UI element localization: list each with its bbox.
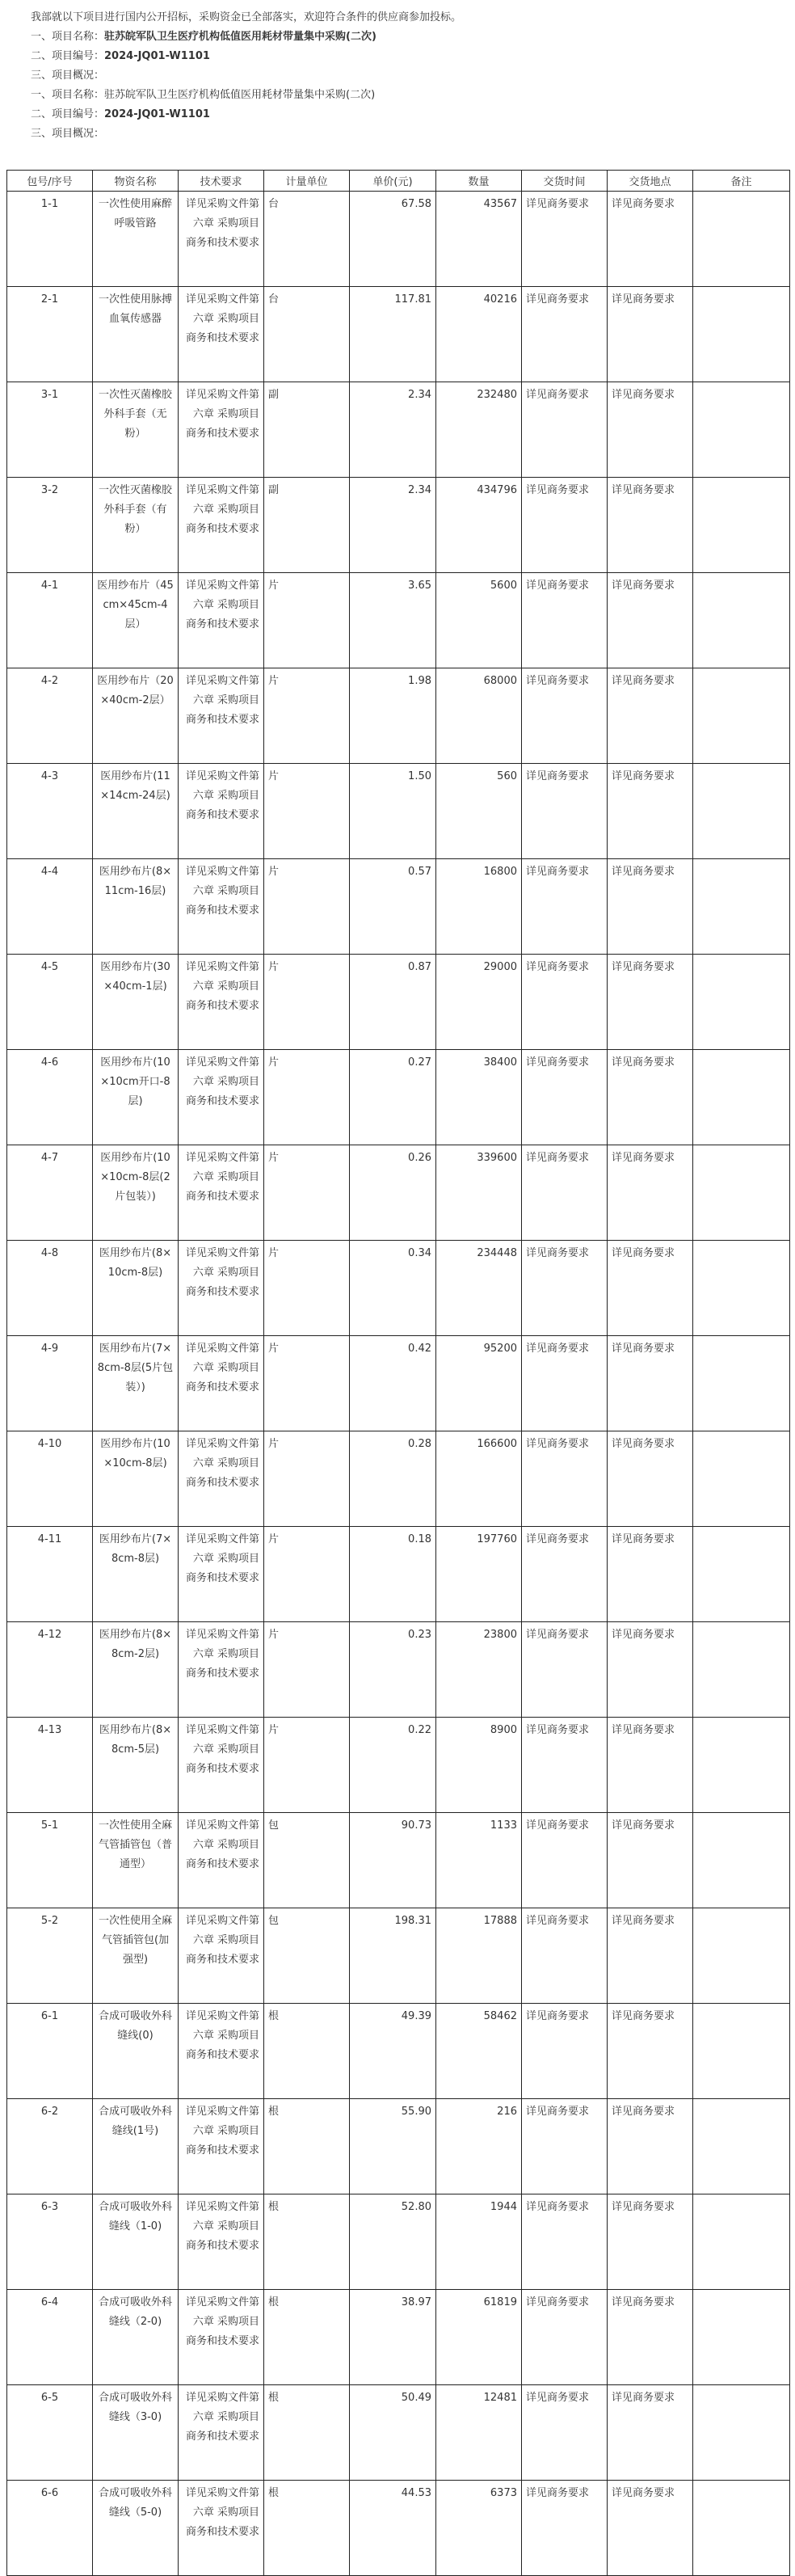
cell-delivery-place: 详见商务要求 xyxy=(608,2385,693,2481)
cell-unit-price: 0.23 xyxy=(350,1622,436,1718)
cell-delivery-place: 详见商务要求 xyxy=(608,287,693,382)
cell-package-no: 6-6 xyxy=(7,2481,93,2576)
cell-delivery-place: 详见商务要求 xyxy=(608,1431,693,1527)
cell-package-no: 4-7 xyxy=(7,1145,93,1241)
cell-delivery-time: 详见商务要求 xyxy=(522,668,608,764)
cell-tech-req: 详见采购文件第六章 采购项目商务和技术要求 xyxy=(179,1908,264,2004)
cell-item-name: 医用纱布片(8×8cm-2层) xyxy=(93,1622,179,1718)
cell-package-no: 3-1 xyxy=(7,382,93,478)
cell-item-name: 一次性使用全麻气管插管包(加强型) xyxy=(93,1908,179,2004)
cell-item-name: 医用纱布片(10×10cm开口-8层) xyxy=(93,1050,179,1145)
cell-remark xyxy=(693,859,790,955)
cell-delivery-place: 详见商务要求 xyxy=(608,573,693,668)
cell-unit-price: 198.31 xyxy=(350,1908,436,2004)
project-number: 2024-JQ01-W1101 xyxy=(104,50,210,62)
cell-remark xyxy=(693,478,790,573)
cell-unit: 副 xyxy=(264,478,350,573)
cell-delivery-place: 详见商务要求 xyxy=(608,192,693,287)
cell-remark xyxy=(693,1050,790,1145)
cell-tech-req: 详见采购文件第六章 采购项目商务和技术要求 xyxy=(179,382,264,478)
cell-remark xyxy=(693,1336,790,1431)
cell-unit: 片 xyxy=(264,1241,350,1336)
cell-delivery-time: 详见商务要求 xyxy=(522,2481,608,2576)
cell-quantity: 1133 xyxy=(436,1813,522,1908)
table-row xyxy=(7,573,790,668)
cell-quantity: 95200 xyxy=(436,1336,522,1431)
cell-remark xyxy=(693,668,790,764)
project-number-line: 二、项目编号：2024-JQ01-W1101 xyxy=(31,50,210,62)
cell-delivery-place: 详见商务要求 xyxy=(608,2290,693,2385)
cell-package-no: 5-1 xyxy=(7,1813,93,1908)
cell-delivery-time: 详见商务要求 xyxy=(522,1336,608,1431)
cell-item-name: 医用纱布片(7×8cm-8层(5片包装）) xyxy=(93,1336,179,1431)
cell-tech-req: 详见采购文件第六章 采购项目商务和技术要求 xyxy=(179,573,264,668)
project-overview-heading-repeat: 三、项目概况： xyxy=(31,128,105,140)
cell-unit: 片 xyxy=(264,573,350,668)
table-row xyxy=(7,2004,790,2099)
cell-quantity: 216 xyxy=(436,2099,522,2194)
cell-unit: 根 xyxy=(264,2481,350,2576)
cell-item-name: 医用纱布片(8×8cm-5层) xyxy=(93,1718,179,1813)
intro-section xyxy=(0,0,795,144)
cell-quantity: 12481 xyxy=(436,2385,522,2481)
header-package-no: 包号/序号 xyxy=(7,171,93,192)
cell-tech-req: 详见采购文件第六章 采购项目商务和技术要求 xyxy=(179,1431,264,1527)
table-row xyxy=(7,1527,790,1622)
cell-remark xyxy=(693,2290,790,2385)
cell-unit: 根 xyxy=(264,2099,350,2194)
cell-delivery-time: 详见商务要求 xyxy=(522,478,608,573)
table-body xyxy=(7,192,790,2576)
cell-unit: 片 xyxy=(264,1718,350,1813)
header-unit: 计量单位 xyxy=(264,171,350,192)
cell-delivery-place: 详见商务要求 xyxy=(608,859,693,955)
cell-delivery-time: 详见商务要求 xyxy=(522,1622,608,1718)
cell-unit-price: 0.57 xyxy=(350,859,436,955)
cell-unit-price: 90.73 xyxy=(350,1813,436,1908)
cell-tech-req: 详见采购文件第六章 采购项目商务和技术要求 xyxy=(179,764,264,859)
cell-unit-price: 67.58 xyxy=(350,192,436,287)
cell-remark xyxy=(693,1527,790,1622)
table-row xyxy=(7,2099,790,2194)
cell-quantity: 232480 xyxy=(436,382,522,478)
cell-delivery-time: 详见商务要求 xyxy=(522,2290,608,2385)
cell-quantity: 560 xyxy=(436,764,522,859)
table-row xyxy=(7,1241,790,1336)
cell-unit: 片 xyxy=(264,1622,350,1718)
cell-tech-req: 详见采购文件第六章 采购项目商务和技术要求 xyxy=(179,1241,264,1336)
cell-unit-price: 0.26 xyxy=(350,1145,436,1241)
cell-unit-price: 0.87 xyxy=(350,955,436,1050)
project-name: 驻苏皖军队卫生医疗机构低值医用耗材带量集中采购(二次) xyxy=(104,31,376,43)
cell-remark xyxy=(693,764,790,859)
cell-unit: 片 xyxy=(264,1336,350,1431)
cell-delivery-place: 详见商务要求 xyxy=(608,1241,693,1336)
cell-tech-req: 详见采购文件第六章 采购项目商务和技术要求 xyxy=(179,859,264,955)
cell-delivery-place: 详见商务要求 xyxy=(608,1145,693,1241)
cell-delivery-place: 详见商务要求 xyxy=(608,955,693,1050)
cell-unit: 片 xyxy=(264,1527,350,1622)
header-delivery-time: 交货时间 xyxy=(522,171,608,192)
table-row xyxy=(7,1813,790,1908)
cell-package-no: 4-4 xyxy=(7,859,93,955)
cell-unit: 片 xyxy=(264,1050,350,1145)
cell-unit: 包 xyxy=(264,1813,350,1908)
cell-package-no: 4-12 xyxy=(7,1622,93,1718)
cell-delivery-place: 详见商务要求 xyxy=(608,1813,693,1908)
table-row xyxy=(7,1908,790,2004)
table-header-row xyxy=(7,171,790,192)
cell-package-no: 6-2 xyxy=(7,2099,93,2194)
cell-package-no: 6-4 xyxy=(7,2290,93,2385)
header-item-name: 物资名称 xyxy=(93,171,179,192)
cell-item-name: 合成可吸收外科缝线（2-0) xyxy=(93,2290,179,2385)
cell-tech-req: 详见采购文件第六章 采购项目商务和技术要求 xyxy=(179,192,264,287)
cell-unit: 片 xyxy=(264,764,350,859)
cell-quantity: 434796 xyxy=(436,478,522,573)
cell-tech-req: 详见采购文件第六章 采购项目商务和技术要求 xyxy=(179,478,264,573)
cell-delivery-time: 详见商务要求 xyxy=(522,1431,608,1527)
cell-unit: 根 xyxy=(264,2385,350,2481)
cell-quantity: 58462 xyxy=(436,2004,522,2099)
cell-unit-price: 49.39 xyxy=(350,2004,436,2099)
table-row xyxy=(7,1145,790,1241)
cell-unit-price: 0.22 xyxy=(350,1718,436,1813)
cell-unit-price: 0.18 xyxy=(350,1527,436,1622)
cell-tech-req: 详见采购文件第六章 采购项目商务和技术要求 xyxy=(179,1622,264,1718)
cell-package-no: 6-1 xyxy=(7,2004,93,2099)
cell-package-no: 4-13 xyxy=(7,1718,93,1813)
cell-unit: 副 xyxy=(264,382,350,478)
header-quantity: 数量 xyxy=(436,171,522,192)
cell-delivery-place: 详见商务要求 xyxy=(608,1336,693,1431)
cell-remark xyxy=(693,1718,790,1813)
table-row xyxy=(7,2481,790,2576)
cell-unit-price: 52.80 xyxy=(350,2194,436,2290)
cell-delivery-time: 详见商务要求 xyxy=(522,2385,608,2481)
cell-quantity: 339600 xyxy=(436,1145,522,1241)
cell-unit-price: 117.81 xyxy=(350,287,436,382)
cell-quantity: 68000 xyxy=(436,668,522,764)
project-number-line-repeat: 二、项目编号：2024-JQ01-W1101 xyxy=(31,108,210,120)
cell-quantity: 8900 xyxy=(436,1718,522,1813)
cell-package-no: 6-5 xyxy=(7,2385,93,2481)
cell-quantity: 23800 xyxy=(436,1622,522,1718)
cell-delivery-time: 详见商务要求 xyxy=(522,573,608,668)
table-row xyxy=(7,478,790,573)
cell-unit-price: 2.34 xyxy=(350,382,436,478)
cell-remark xyxy=(693,287,790,382)
cell-quantity: 43567 xyxy=(436,192,522,287)
cell-item-name: 一次性灭菌橡胶外科手套（有粉） xyxy=(93,478,179,573)
cell-tech-req: 详见采购文件第六章 采购项目商务和技术要求 xyxy=(179,668,264,764)
cell-quantity: 17888 xyxy=(436,1908,522,2004)
cell-unit-price: 44.53 xyxy=(350,2481,436,2576)
cell-delivery-time: 详见商务要求 xyxy=(522,2194,608,2290)
cell-remark xyxy=(693,1431,790,1527)
cell-package-no: 4-5 xyxy=(7,955,93,1050)
cell-tech-req: 详见采购文件第六章 采购项目商务和技术要求 xyxy=(179,2290,264,2385)
cell-remark xyxy=(693,192,790,287)
cell-package-no: 6-3 xyxy=(7,2194,93,2290)
cell-unit-price: 1.98 xyxy=(350,668,436,764)
cell-item-name: 医用纱布片（45cm×45cm-4层） xyxy=(93,573,179,668)
cell-delivery-place: 详见商务要求 xyxy=(608,478,693,573)
cell-remark xyxy=(693,2481,790,2576)
cell-package-no: 4-3 xyxy=(7,764,93,859)
table-row xyxy=(7,1622,790,1718)
cell-remark xyxy=(693,955,790,1050)
cell-package-no: 4-8 xyxy=(7,1241,93,1336)
cell-unit: 片 xyxy=(264,1145,350,1241)
cell-unit-price: 2.34 xyxy=(350,478,436,573)
cell-delivery-place: 详见商务要求 xyxy=(608,2194,693,2290)
cell-delivery-time: 详见商务要求 xyxy=(522,192,608,287)
cell-unit: 片 xyxy=(264,668,350,764)
cell-unit: 包 xyxy=(264,1908,350,2004)
cell-delivery-place: 详见商务要求 xyxy=(608,2099,693,2194)
table-row xyxy=(7,764,790,859)
header-remark: 备注 xyxy=(693,171,790,192)
table-row xyxy=(7,2385,790,2481)
cell-item-name: 医用纱布片(11×14cm-24层) xyxy=(93,764,179,859)
cell-unit: 台 xyxy=(264,192,350,287)
cell-tech-req: 详见采购文件第六章 采购项目商务和技术要求 xyxy=(179,1527,264,1622)
cell-item-name: 合成可吸收外科缝线(1号) xyxy=(93,2099,179,2194)
cell-tech-req: 详见采购文件第六章 采购项目商务和技术要求 xyxy=(179,1813,264,1908)
cell-tech-req: 详见采购文件第六章 采购项目商务和技术要求 xyxy=(179,287,264,382)
cell-unit-price: 1.50 xyxy=(350,764,436,859)
cell-remark xyxy=(693,2385,790,2481)
table-row xyxy=(7,1336,790,1431)
header-delivery-place: 交货地点 xyxy=(608,171,693,192)
cell-tech-req: 详见采购文件第六章 采购项目商务和技术要求 xyxy=(179,955,264,1050)
cell-item-name: 医用纱布片(8×10cm-8层) xyxy=(93,1241,179,1336)
cell-package-no: 4-2 xyxy=(7,668,93,764)
cell-quantity: 197760 xyxy=(436,1527,522,1622)
cell-delivery-time: 详见商务要求 xyxy=(522,955,608,1050)
table-row xyxy=(7,1431,790,1527)
cell-unit: 根 xyxy=(264,2004,350,2099)
cell-item-name: 合成可吸收外科缝线（5-0) xyxy=(93,2481,179,2576)
cell-delivery-time: 详见商务要求 xyxy=(522,1527,608,1622)
cell-unit-price: 55.90 xyxy=(350,2099,436,2194)
cell-package-no: 4-6 xyxy=(7,1050,93,1145)
cell-delivery-time: 详见商务要求 xyxy=(522,1241,608,1336)
cell-package-no: 3-2 xyxy=(7,478,93,573)
cell-quantity: 38400 xyxy=(436,1050,522,1145)
cell-remark xyxy=(693,1908,790,2004)
cell-delivery-time: 详见商务要求 xyxy=(522,1813,608,1908)
table-row xyxy=(7,287,790,382)
table-row xyxy=(7,668,790,764)
cell-item-name: 一次性使用全麻气管插管包（普通型） xyxy=(93,1813,179,1908)
cell-delivery-time: 详见商务要求 xyxy=(522,1050,608,1145)
cell-tech-req: 详见采购文件第六章 采购项目商务和技术要求 xyxy=(179,2194,264,2290)
cell-delivery-place: 详见商务要求 xyxy=(608,1050,693,1145)
cell-unit-price: 0.42 xyxy=(350,1336,436,1431)
cell-unit: 台 xyxy=(264,287,350,382)
cell-delivery-place: 详见商务要求 xyxy=(608,2481,693,2576)
cell-delivery-time: 详见商务要求 xyxy=(522,1145,608,1241)
cell-quantity: 234448 xyxy=(436,1241,522,1336)
cell-tech-req: 详见采购文件第六章 采购项目商务和技术要求 xyxy=(179,2481,264,2576)
table-row xyxy=(7,1050,790,1145)
table-row xyxy=(7,859,790,955)
cell-unit: 片 xyxy=(264,1431,350,1527)
cell-remark xyxy=(693,1145,790,1241)
cell-tech-req: 详见采购文件第六章 采购项目商务和技术要求 xyxy=(179,1050,264,1145)
cell-quantity: 40216 xyxy=(436,287,522,382)
cell-delivery-time: 详见商务要求 xyxy=(522,764,608,859)
cell-quantity: 61819 xyxy=(436,2290,522,2385)
cell-remark xyxy=(693,1241,790,1336)
cell-tech-req: 详见采购文件第六章 采购项目商务和技术要求 xyxy=(179,2385,264,2481)
cell-item-name: 一次性灭菌橡胶外科手套（无粉） xyxy=(93,382,179,478)
cell-quantity: 29000 xyxy=(436,955,522,1050)
cell-item-name: 合成可吸收外科缝线（1-0) xyxy=(93,2194,179,2290)
cell-unit-price: 0.27 xyxy=(350,1050,436,1145)
cell-remark xyxy=(693,573,790,668)
table-row xyxy=(7,192,790,287)
cell-package-no: 1-1 xyxy=(7,192,93,287)
cell-item-name: 医用纱布片(10×10cm-8层) xyxy=(93,1431,179,1527)
cell-item-name: 医用纱布片(7×8cm-8层) xyxy=(93,1527,179,1622)
cell-quantity: 166600 xyxy=(436,1431,522,1527)
cell-package-no: 2-1 xyxy=(7,287,93,382)
cell-unit-price: 50.49 xyxy=(350,2385,436,2481)
cell-delivery-time: 详见商务要求 xyxy=(522,382,608,478)
cell-delivery-place: 详见商务要求 xyxy=(608,382,693,478)
cell-tech-req: 详见采购文件第六章 采购项目商务和技术要求 xyxy=(179,2004,264,2099)
table-row xyxy=(7,1718,790,1813)
cell-item-name: 一次性使用脉搏血氧传感器 xyxy=(93,287,179,382)
cell-tech-req: 详见采购文件第六章 采购项目商务和技术要求 xyxy=(179,1718,264,1813)
project-name-line: 一、项目名称：驻苏皖军队卫生医疗机构低值医用耗材带量集中采购(二次) xyxy=(31,31,376,43)
cell-delivery-time: 详见商务要求 xyxy=(522,287,608,382)
cell-delivery-time: 详见商务要求 xyxy=(522,2099,608,2194)
table-row xyxy=(7,955,790,1050)
cell-tech-req: 详见采购文件第六章 采购项目商务和技术要求 xyxy=(179,2099,264,2194)
cell-unit-price: 0.34 xyxy=(350,1241,436,1336)
cell-unit: 片 xyxy=(264,955,350,1050)
project-name-line-repeat: 一、项目名称：驻苏皖军队卫生医疗机构低值医用耗材带量集中采购(二次) xyxy=(31,89,376,101)
table-row xyxy=(7,382,790,478)
cell-delivery-time: 详见商务要求 xyxy=(522,1718,608,1813)
cell-delivery-place: 详见商务要求 xyxy=(608,1718,693,1813)
cell-item-name: 医用纱布片（20×40cm-2层） xyxy=(93,668,179,764)
cell-quantity: 6373 xyxy=(436,2481,522,2576)
cell-tech-req: 详见采购文件第六章 采购项目商务和技术要求 xyxy=(179,1145,264,1241)
cell-delivery-time: 详见商务要求 xyxy=(522,1908,608,2004)
cell-unit-price: 38.97 xyxy=(350,2290,436,2385)
cell-remark xyxy=(693,382,790,478)
header-unit-price: 单价(元) xyxy=(350,171,436,192)
cell-unit-price: 0.28 xyxy=(350,1431,436,1527)
cell-delivery-place: 详见商务要求 xyxy=(608,764,693,859)
cell-item-name: 合成可吸收外科缝线（3-0) xyxy=(93,2385,179,2481)
cell-delivery-place: 详见商务要求 xyxy=(608,668,693,764)
cell-quantity: 1944 xyxy=(436,2194,522,2290)
cell-item-name: 一次性使用麻醉呼吸管路 xyxy=(93,192,179,287)
cell-tech-req: 详见采购文件第六章 采购项目商务和技术要求 xyxy=(179,1336,264,1431)
cell-unit: 根 xyxy=(264,2194,350,2290)
cell-package-no: 4-1 xyxy=(7,573,93,668)
cell-unit-price: 3.65 xyxy=(350,573,436,668)
cell-remark xyxy=(693,1622,790,1718)
cell-quantity: 16800 xyxy=(436,859,522,955)
intro-statement: 我部就以下项目进行国内公开招标，采购资金已全部落实，欢迎符合条件的供应商参加投标。 xyxy=(31,11,462,23)
header-tech-req: 技术要求 xyxy=(179,171,264,192)
cell-delivery-place: 详见商务要求 xyxy=(608,2004,693,2099)
cell-delivery-time: 详见商务要求 xyxy=(522,2004,608,2099)
cell-item-name: 医用纱布片(8×11cm-16层) xyxy=(93,859,179,955)
cell-delivery-time: 详见商务要求 xyxy=(522,859,608,955)
cell-delivery-place: 详见商务要求 xyxy=(608,1527,693,1622)
table-row xyxy=(7,2194,790,2290)
cell-package-no: 4-10 xyxy=(7,1431,93,1527)
cell-delivery-place: 详见商务要求 xyxy=(608,1908,693,2004)
cell-item-name: 合成可吸收外科缝线(0) xyxy=(93,2004,179,2099)
project-overview-heading: 三、项目概况： xyxy=(31,70,105,82)
cell-item-name: 医用纱布片(10×10cm-8层(2片包装）) xyxy=(93,1145,179,1241)
table-row xyxy=(7,2290,790,2385)
cell-package-no: 5-2 xyxy=(7,1908,93,2004)
cell-remark xyxy=(693,2099,790,2194)
cell-item-name: 医用纱布片(30×40cm-1层) xyxy=(93,955,179,1050)
cell-remark xyxy=(693,1813,790,1908)
cell-remark xyxy=(693,2004,790,2099)
cell-quantity: 5600 xyxy=(436,573,522,668)
cell-remark xyxy=(693,2194,790,2290)
cell-package-no: 4-11 xyxy=(7,1527,93,1622)
cell-unit: 片 xyxy=(264,859,350,955)
cell-package-no: 4-9 xyxy=(7,1336,93,1431)
cell-unit: 根 xyxy=(264,2290,350,2385)
procurement-items-table xyxy=(6,170,790,2576)
cell-delivery-place: 详见商务要求 xyxy=(608,1622,693,1718)
